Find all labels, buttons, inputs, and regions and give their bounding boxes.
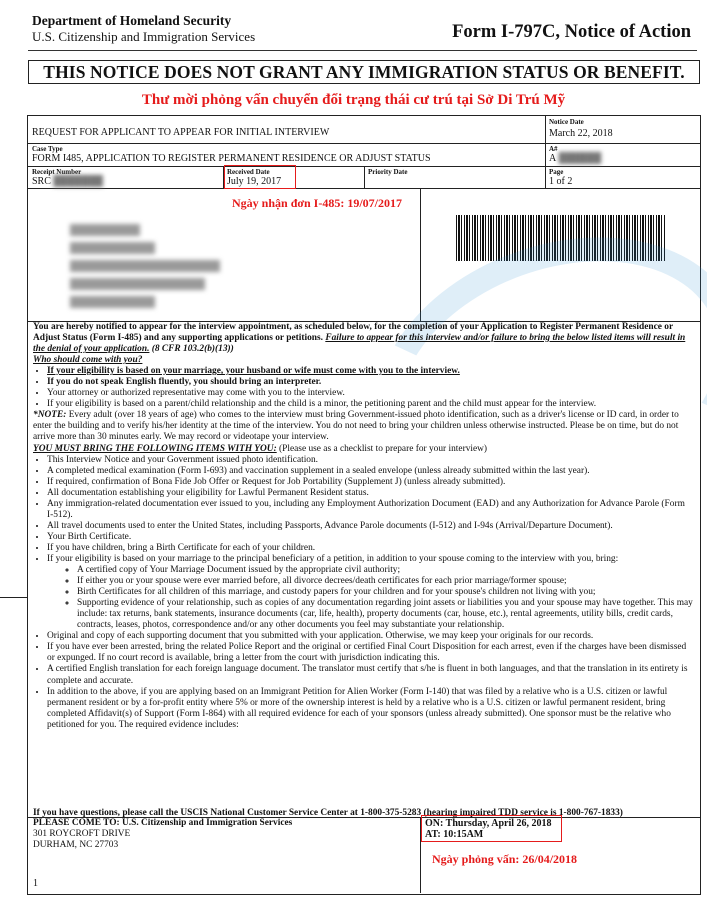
form-title: Form I-797C, Notice of Action — [452, 22, 691, 42]
priority-date-label: Priority Date — [368, 168, 408, 176]
list-item: • If required, confirmation of Bona Fide Job Offer or Request for Job Portability (Supplement J) (unless already submitted). — [47, 477, 693, 488]
list-item: • If you do not speak English fluently, you should bring an interpreter. — [47, 377, 693, 388]
annotation-received: Ngày nhận đơn I-485: 19/07/2017 — [232, 196, 403, 210]
notice-date: March 22, 2018 — [549, 128, 613, 139]
list-item: ◦ Birth Certificates for all children of this marriage, and custody papers for your children and for your spouse's children not living with you; — [77, 587, 693, 598]
list-item: • If your eligibility is based on your marriage to the principal beneficiary of a petition, in addition to your spouse coming to the interview with you, bring: ◦ A certified copy of Your Marriage Document issued by the appropriate civil authority; ◦ If either you or your spouse were ever married before, all divorce decrees/death certificates for each prior marriage/former spouse; ◦ Birth Certificates for all children of this marriage, and custody papers for your children and for your spouse's children not living with you; ◦ Supporting evidence of your relationship, such as copies of any documentation regarding joint assets or liabilities you and your spouse may have together. This may include: tax returns, bank statements, insurance documents (car, life, health), property documents (car, house, etc.), rental agreements, utility bills, credit cards, contracts, leases, photos, correspondence and/or any other documents you feel may substantiate your relationship. — [47, 554, 693, 631]
list-item: • A completed medical examination (Form I-693) and vaccination supplement in a sealed envelope (unless already submitted within the last year). — [47, 466, 693, 477]
annotation-interview: Ngày phỏng vấn: 26/04/2018 — [432, 852, 578, 866]
list-item: • Original and copy of each supporting document that you submitted with your application. Otherwise, we may keep your originals for our records. — [47, 631, 693, 642]
row-divider — [27, 188, 700, 189]
questions-line: If you have questions, please call the USCIS National Customer Service Center at 1-800-375-5283 (hearing impaired TDD service is 1-800-767-1833) — [33, 808, 623, 818]
notice-date-label: Notice Date — [549, 118, 584, 126]
list-item: • In addition to the above, if you are applying based on an Immigrant Petition for Alien Worker (Form I-140) that was filed by a relative who is a U.S. citizen or lawful permanent resident or by a for-profit entity where 5% or more of the ownership interest is held by a relative who is a U.S. citizen or lawful permanent resident, bring completed Affidavit(s) of Support (Form I-864) with all required evidence for each of your sponsors (unless already submitted). One sponsor must be the relative who petitioned for you. The required evidence includes: — [47, 687, 693, 731]
agency-name: U.S. Citizenship and Immigration Services — [32, 29, 256, 44]
page-number: 1 of 2 — [549, 176, 573, 187]
list-item: ◦ Supporting evidence of your relationship, such as copies of any documentation regarding joint assets or liabilities you and your spouse may have together. This may include: tax returns, bank statements, insurance documents (car, life, health), property documents (car, house, etc.), rental agreements, utility bills, credit cards, contracts, leases, photos, correspondence and/or any other documents you feel may substantiate your relationship. — [77, 598, 693, 631]
must-bring-heading: YOU MUST BRING THE FOLLOWING ITEMS WITH YOU: (Please use as a checklist to prepare for your interview) — [33, 443, 488, 454]
list-item: • If you have children, bring a Birth Certificate for each of your children. — [47, 543, 693, 554]
appointment-date: ON: Thursday, April 26, 2018 — [425, 818, 552, 829]
receipt-number-label: Receipt Number — [32, 168, 82, 176]
received-date-highlight — [224, 165, 296, 189]
who-heading: Who should come with you? — [33, 355, 143, 366]
list-item: • If your eligibility is based on your marriage, your husband or wife must come with you to the interview. — [47, 366, 693, 377]
col-divider — [420, 188, 421, 321]
footer-number: 1 — [33, 878, 38, 889]
received-date: July 19, 2017 — [227, 176, 282, 187]
list-item: • If your eligibility is based on a parent/child relationship and the child is a minor, the petitioning parent and the child must appear for the interview. — [47, 399, 693, 410]
row-divider — [27, 143, 700, 144]
list-item: • Any immigration-related documentation ever issued to you, including any Employment Authorization Document (EAD) and any Authorization for Advance Parole (Form I-512). — [47, 499, 693, 521]
list-item: • This Interview Notice and your Government issued photo identification. — [47, 455, 693, 466]
annotation-title: Thư mời phỏng vấn chuyển đổi trạng thái cư trú tại Sở Di Trú Mỹ — [141, 92, 566, 108]
list-item: ◦ If either you or your spouse were ever married before, all divorce decrees/death certificates for each prior marriage/former spouse; — [77, 576, 693, 587]
case-type: FORM I485, APPLICATION TO REGISTER PERMANENT RESIDENCE OR ADJUST STATUS — [32, 153, 431, 164]
department-name: Department of Homeland Security — [32, 13, 232, 28]
items-list — [33, 455, 693, 731]
col-divider — [545, 115, 546, 188]
received-date-label: Received Date — [227, 168, 270, 176]
page-label: Page — [549, 168, 564, 176]
header-divider — [28, 50, 697, 51]
request-type: REQUEST FOR APPLICANT TO APPEAR FOR INITIAL INTERVIEW — [32, 127, 330, 138]
appointment-time: AT: 10:15AM — [425, 829, 484, 840]
come-to-address — [33, 818, 292, 851]
list-item: • If you have ever been arrested, bring the related Police Report and the original or certified Final Court Disposition for each arrest, even if the charges have been dismissed or expunged. If no court record is available, bring a letter from the court with jurisdiction indicating this. — [47, 642, 693, 664]
receipt-number: SRC ███████ — [32, 176, 104, 187]
come-to-heading: PLEASE COME TO: U.S. Citizenship and Immigration Services — [33, 818, 293, 828]
margin-mark — [0, 597, 28, 598]
appointment-highlight — [421, 815, 562, 842]
come-to-city: DURHAM, NC 27703 — [33, 840, 119, 850]
intro-paragraph: You are hereby notified to appear for the interview appointment, as scheduled below, for the completion of your Application to Register Permanent Residence or Adjust Status (Form I-485) and any supporting applications or petitions. Failure to appear for this interview and/or failure to bring the below listed items will result in the denial of your application. (8 CFR 103.2(b)(13)) — [33, 322, 686, 355]
come-to-street: 301 ROYCROFT DRIVE — [33, 829, 131, 839]
marriage-list — [47, 565, 693, 631]
barcode — [456, 215, 666, 261]
case-type-label: Case Type — [32, 145, 63, 153]
list-item: • Your attorney or authorized representative may come with you to the interview. — [47, 388, 693, 399]
a-number-label: A# — [549, 145, 558, 153]
notice-banner: THIS NOTICE DOES NOT GRANT ANY IMMIGRATION STATUS OR BENEFIT. — [28, 60, 700, 84]
col-divider — [364, 166, 365, 188]
list-item: • All documentation establishing your eligibility for Lawful Permanent Resident status. — [47, 488, 693, 499]
who-list — [33, 366, 693, 410]
notice-body — [33, 322, 693, 731]
a-number: A ██████ — [549, 153, 602, 164]
list-item: • Your Birth Certificate. — [47, 532, 693, 543]
list-item: ◦ A certified copy of Your Marriage Document issued by the appropriate civil authority; — [77, 565, 693, 576]
list-item: • A certified English translation for each foreign language document. The translator must certify that s/he is fluent in both languages, and that the translation in its entirety is complete and accurate. — [47, 664, 693, 686]
applicant-address-redacted — [70, 224, 220, 314]
note-paragraph: *NOTE: Every adult (over 18 years of age) who comes to the interview must bring Government-issued photo identification, such as a driver's license or ID card, in order to enter the building and to verify his/her identity at the time of the interview. You do not need to bring your children unless otherwise instructed. Please be on time, but do not arrive more than 30 minutes early. We may record or videotape your interview. — [33, 410, 679, 443]
list-item: • All travel documents used to enter the United States, including Passports, Advance Parole documents (I-512) and I-94s (Arrival/Departure Document). — [47, 521, 693, 532]
